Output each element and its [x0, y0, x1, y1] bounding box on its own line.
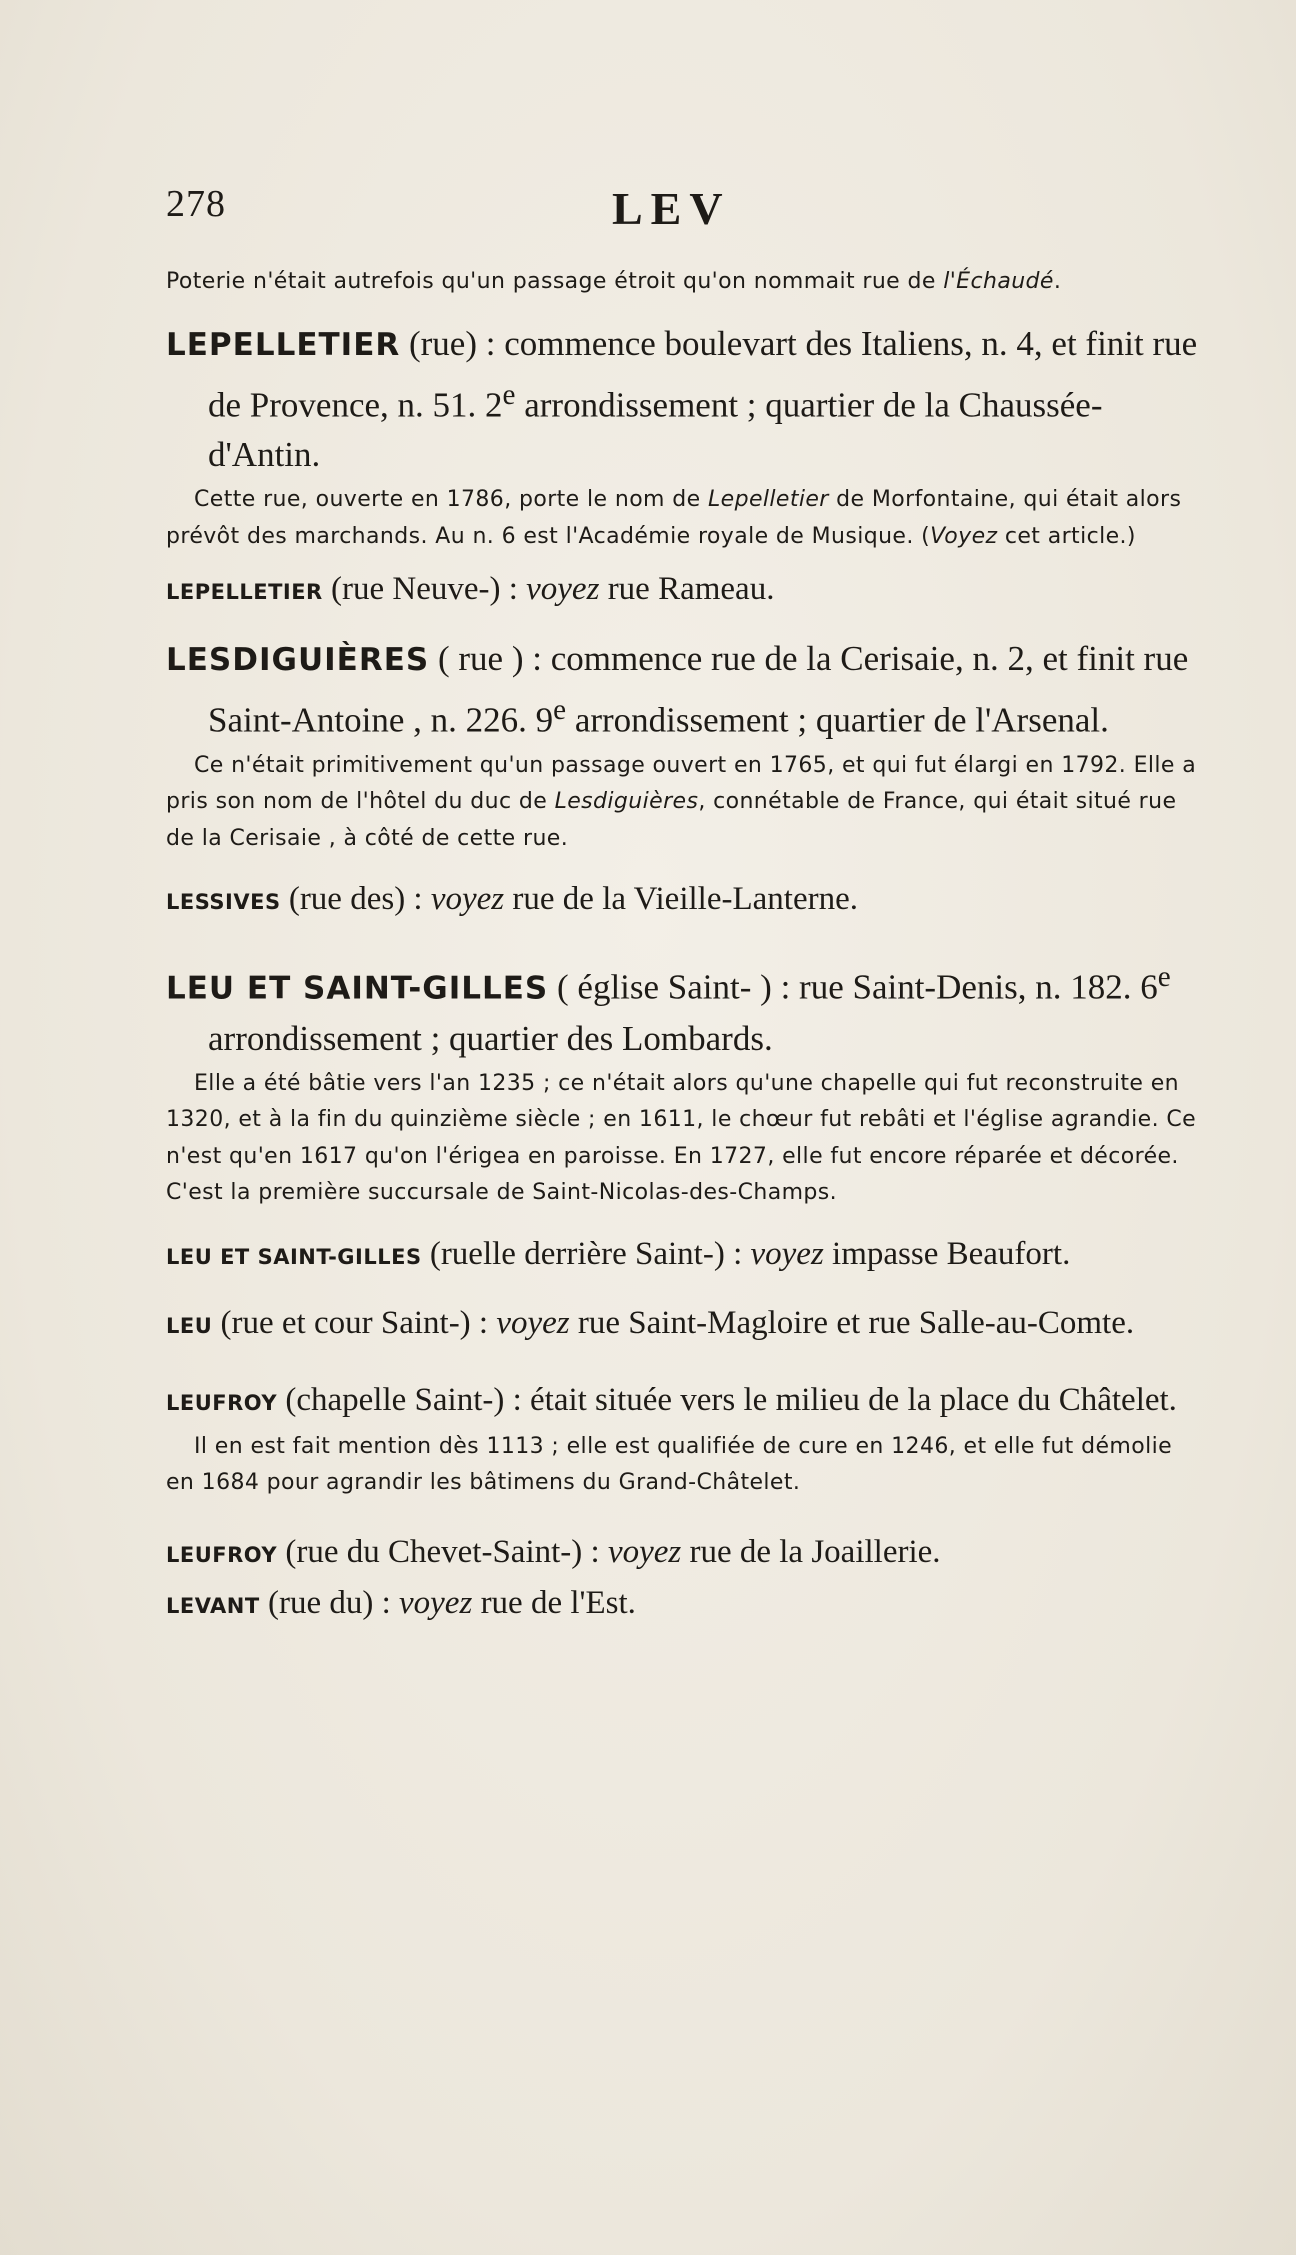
entry-italic: voyez	[526, 571, 600, 608]
entry-text: (rue et cour Saint-) :	[212, 1304, 497, 1341]
entry-italic: voyez	[399, 1584, 473, 1621]
entry-italic: voyez	[430, 881, 505, 918]
headword: LEU	[166, 1313, 213, 1338]
entry-text: (chapelle Saint-) : était située vers le milieu de la place du Châtelet.	[277, 1381, 1177, 1418]
entry-heading	[166, 1230, 1198, 1281]
entry-italic: voyez	[750, 1235, 824, 1272]
entry-lepelletier-neuve	[166, 565, 1198, 616]
entry-italic: voyez	[607, 1533, 682, 1570]
entry-text-end: rue Saint-Magloire et rue Salle-au-Comte.	[569, 1304, 1135, 1341]
note-text-mid: de Morfontaine, qui était alors prévôt des marchands. Au n. 6 est l'Académie royale de Musique. (	[166, 487, 1182, 549]
headword: LEUFROY	[166, 1542, 278, 1567]
note-text-end: , connétable de France, qui était situé rue de la Cerisaie , à côté de cette rue.	[166, 789, 1177, 851]
superscript: e	[502, 378, 516, 411]
entry-lessives	[166, 875, 1198, 926]
entry-heading	[166, 875, 1198, 926]
entry-text: (rue du) :	[259, 1584, 400, 1621]
entry-text-end: rue de l'Est.	[472, 1584, 636, 1621]
entry-text: (rue) : commence boulevart des Italiens, n. 4, et finit rue de Provence, n. 51. 2	[208, 323, 1198, 425]
entry-text-end: rue de la Vieille-Lanterne.	[504, 881, 858, 918]
entry-heading	[166, 319, 1198, 481]
entry-text: (rue du Chevet-Saint-) :	[277, 1533, 608, 1570]
entry-note	[166, 482, 1198, 555]
intro-text-end: .	[1053, 269, 1062, 294]
entry-leu-gilles-ruelle	[166, 1230, 1198, 1281]
headword: LEU ET SAINT-GILLES	[166, 1244, 422, 1269]
entry-note: Il en est fait mention dès 1113 ; elle est qualifiée de cure en 1246, et elle fut démolie en 1684 pour agrandir les bâtimens du Grand-Châtelet.	[166, 1433, 1173, 1496]
entry-text-end: impasse Beaufort.	[823, 1235, 1071, 1272]
entry-text-end: arrondissement ; quartier des Lombards.	[208, 1018, 773, 1058]
entry-text-end: rue Rameau.	[599, 571, 775, 608]
headword: LEUFROY	[166, 1390, 278, 1415]
note-italic: Lesdiguières	[554, 789, 699, 815]
entry-text: (rue Neuve-) :	[322, 571, 527, 608]
entry-heading	[166, 634, 1198, 746]
entry-text: ( église Saint- ) : rue Saint-Denis, n. 182. 6	[548, 967, 1158, 1007]
note-text: Ce n'était primitivement qu'un passage ouvert en 1765, et qui fut élargi en 1792. Elle a pris son nom de l'hôtel du duc de	[166, 752, 1197, 815]
entry-heading	[166, 565, 1198, 616]
entry-heading	[166, 1579, 1198, 1630]
running-head: LEV	[612, 183, 731, 234]
headword: LESSIVES	[166, 890, 281, 915]
headword: LESDIGUIÈRES	[166, 642, 430, 679]
entry-lesdiguieres	[166, 634, 1198, 857]
intro-italic: l'Échaudé	[943, 269, 1054, 294]
entry-heading	[166, 1376, 1198, 1427]
entry-leu-gilles-eglise	[166, 952, 1198, 1212]
superscript: e	[553, 694, 567, 727]
entry-text: ( rue ) : commence rue de la Cerisaie, n. 2, et finit rue Saint-Antoine , n. 226. 9	[208, 639, 1189, 740]
entry-leu-cour	[166, 1299, 1198, 1350]
entry-heading	[166, 1299, 1198, 1350]
entry-note	[166, 748, 1198, 858]
entry-italic: voyez	[496, 1304, 570, 1341]
entry-lepelletier	[166, 319, 1198, 556]
intro-continuation	[166, 264, 1198, 301]
page-number: 278	[166, 183, 226, 225]
entry-leufroy-rue	[166, 1528, 1198, 1579]
superscript: e	[1157, 961, 1171, 994]
entry-leufroy-chapelle	[166, 1376, 1198, 1502]
note-text-end: cet article.)	[997, 523, 1136, 549]
entry-heading	[166, 1528, 1198, 1579]
headword: LEPELLETIER	[166, 580, 323, 605]
note-italic-2: Voyez	[930, 523, 998, 549]
note-italic: Lepelletier	[707, 487, 829, 513]
entry-text-end: rue de la Joaillerie.	[681, 1533, 941, 1570]
entry-note: Elle a été bâtie vers l'an 1235 ; ce n'était alors qu'une chapelle qui fut reconstruite en 1320, et à la fin du quinzième siècle ; en 1611, le chœur fut rebâti et l'église agrandie. Ce n'est qu'en 1617 qu'on l'érigea en paroisse. En 1727, elle fut encore réparée et décorée. C'est la première succursale de Saint-Nicolas-des-Champs.	[166, 1070, 1197, 1206]
dictionary-content	[166, 262, 1198, 1630]
entry-text-end: arrondissement ; quartier de l'Arsenal.	[566, 700, 1109, 740]
entry-heading	[166, 952, 1198, 1064]
headword: LEVANT	[166, 1593, 260, 1618]
entry-text: (rue des) :	[280, 881, 431, 918]
note-text: Cette rue, ouverte en 1786, porte le nom de	[194, 487, 708, 513]
entry-text-end: arrondissement ; quartier de la Chaussée-d'Antin.	[208, 385, 1103, 475]
entry-levant	[166, 1579, 1198, 1630]
headword: LEPELLETIER	[166, 326, 401, 363]
page-header	[166, 182, 1186, 242]
entry-text: (ruelle derrière Saint-) :	[421, 1235, 751, 1272]
intro-text: Poterie n'était autrefois qu'un passage étroit qu'on nommait rue de	[166, 269, 944, 294]
headword: LEU ET SAINT-GILLES	[166, 970, 549, 1007]
